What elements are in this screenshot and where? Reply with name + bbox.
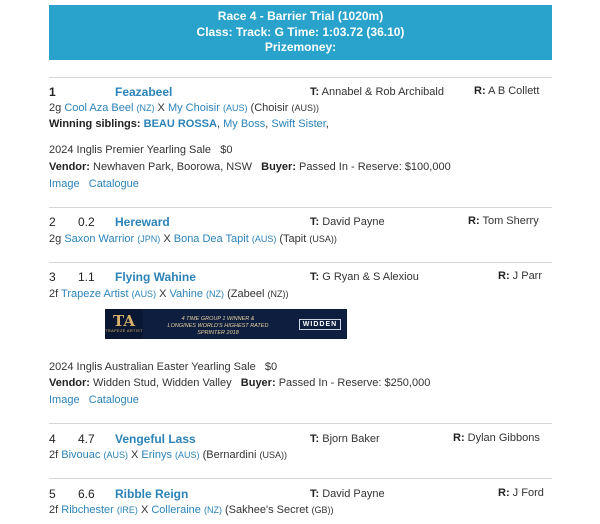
banner-tagline [143, 312, 293, 337]
trainer-info [310, 86, 444, 98]
runner-entry-5 [49, 478, 552, 524]
finish-position: 4 [49, 432, 56, 446]
horse-name-link[interactable]: Hereward [115, 215, 170, 229]
finish-position: 2 [49, 215, 56, 229]
rider-info [468, 215, 539, 227]
trainer-name: David Payne [322, 216, 385, 228]
rider-info [474, 85, 539, 97]
margin: 0.2 [78, 215, 95, 229]
image-link[interactable]: Image [49, 178, 80, 190]
banner-line: LONGINES WORLD'S HIGHEST RATED [167, 322, 269, 329]
rider-name: Tom Sherry [482, 215, 539, 227]
cross-separator: X [157, 102, 165, 114]
age-sex: 2g [49, 233, 62, 245]
margin: 6.6 [78, 487, 95, 501]
widden-logo [293, 309, 347, 339]
vendor-buyer-line [49, 161, 451, 173]
trainer-info [310, 433, 380, 445]
winning-siblings-line [49, 118, 329, 130]
horse-name-link[interactable]: Feazabeel [115, 85, 173, 99]
banner-line: 4 TIME GROUP 1 WINNER & [181, 315, 255, 322]
damsire: (Bernardini [202, 449, 257, 461]
sire-link[interactable] [61, 288, 156, 300]
damsire-country: (AUS)) [291, 103, 319, 113]
rider-name: A B Collett [488, 85, 540, 97]
buyer-label: Buyer: [261, 161, 296, 173]
dam-link[interactable] [151, 504, 222, 516]
banner-line: SPRINTER 2018 [197, 329, 239, 336]
race-header [49, 5, 552, 60]
sibling-link[interactable]: Swift Sister [271, 118, 326, 130]
horse-name-link[interactable]: Flying Wahine [115, 270, 196, 284]
damsire: (Zabeel [227, 288, 265, 300]
sire-name[interactable]: Saxon Warrior [64, 233, 135, 245]
damsire: (Sakhee's Secret [225, 504, 309, 516]
pedigree-line [49, 233, 337, 245]
pedigree-line [49, 288, 288, 300]
age-sex: 2f [49, 504, 59, 516]
logo-name: TRAPEZE ARTIST [105, 328, 143, 333]
sire-name[interactable]: Ribchester [61, 504, 114, 516]
image-link[interactable]: Image [49, 394, 80, 406]
trainer-label: T: [310, 86, 320, 98]
sire-name[interactable]: Cool Aza Beel [64, 102, 134, 114]
dam-country: (NZ) [203, 505, 222, 515]
damsire-country: (USA)) [259, 450, 287, 460]
vendor-label: Vendor: [49, 377, 90, 389]
cross-separator: X [140, 504, 149, 516]
sale-info: 2024 Inglis Australian Easter Yearling Sale $0 [49, 361, 278, 373]
rider-info [498, 270, 542, 282]
sibling-separator: , [216, 118, 221, 130]
pedigree-line [49, 449, 287, 461]
margin: 4.7 [78, 432, 95, 446]
runner-entry-3 [49, 262, 552, 423]
runner-entry-1 [49, 77, 552, 207]
pedigree-line [49, 102, 319, 114]
rider-name: J Parr [512, 270, 543, 282]
trainer-label: T: [310, 271, 320, 283]
sire-country: (IRE) [116, 505, 138, 515]
rider-name: J Ford [512, 487, 544, 499]
sire-link[interactable] [64, 102, 154, 114]
winning-siblings-label: Winning siblings: [49, 118, 141, 130]
horse-name-link[interactable]: Ribble Reign [115, 487, 189, 501]
vendor-label: Vendor: [49, 161, 90, 173]
margin: 1.1 [78, 270, 95, 284]
rider-info [498, 487, 544, 499]
buyer-name: Passed In - Reserve: $100,000 [299, 161, 451, 173]
sire-country: (NZ) [136, 103, 155, 113]
sire-link[interactable] [61, 504, 138, 516]
sire-link[interactable] [61, 449, 128, 461]
media-links [49, 178, 139, 190]
sire-country: (JPN) [137, 234, 161, 244]
trainer-name: David Payne [322, 488, 385, 500]
age-sex: 2g [49, 102, 62, 114]
rider-label: R: [474, 85, 486, 97]
trainer-info [310, 216, 385, 228]
rider-name: Dylan Gibbons [467, 432, 540, 444]
buyer-name: Passed In - Reserve: $250,000 [278, 377, 431, 389]
race-class-track-time: Class: Track: G Time: 1:03.72 (36.10) [196, 24, 405, 39]
dam-country: (AUS) [251, 234, 277, 244]
damsire: (Choisir [250, 102, 289, 114]
logo-mark: TA [113, 312, 135, 330]
damsire-country: (NZ)) [267, 289, 289, 299]
rider-label: R: [498, 270, 510, 282]
catalogue-link[interactable]: Catalogue [88, 178, 139, 190]
damsire-country: (USA)) [309, 234, 337, 244]
sale-info: 2024 Inglis Premier Yearling Sale $0 [49, 144, 233, 156]
trainer-info [310, 488, 385, 500]
dam-link[interactable] [168, 102, 248, 114]
trainer-info [310, 271, 419, 283]
trapeze-artist-logo [105, 309, 143, 339]
trainer-name: Annabel & Rob Archibald [321, 86, 444, 98]
cross-separator: X [159, 288, 167, 300]
runner-entry-4 [49, 423, 552, 478]
runner-entry-2 [49, 207, 552, 262]
finish-position: 5 [49, 487, 56, 501]
race-prizemoney: Prizemoney: [264, 40, 337, 54]
dam-name[interactable]: Vahine [169, 288, 203, 300]
trainer-name: G Ryan & S Alexiou [322, 271, 419, 283]
pedigree-line [49, 504, 334, 516]
finish-position: 1 [49, 85, 56, 99]
dam-country: (AUS) [175, 450, 200, 460]
vendor-name: Newhaven Park, Boorowa, NSW [93, 161, 252, 173]
sibling-link[interactable]: My Boss [223, 118, 266, 130]
dam-name[interactable]: Bona Dea Tapit [173, 233, 249, 245]
sire-country: (AUS) [103, 450, 128, 460]
age-sex: 2f [49, 288, 59, 300]
horse-name-link[interactable]: Vengeful Lass [115, 432, 196, 446]
trainer-label: T: [310, 433, 320, 445]
trainer-label: T: [310, 488, 320, 500]
catalogue-link[interactable]: Catalogue [88, 394, 139, 406]
sire-name[interactable]: Trapeze Artist [61, 288, 129, 300]
stud-name: WIDDEN [299, 319, 341, 330]
cross-separator: X [163, 233, 171, 245]
dam-link[interactable] [141, 449, 199, 461]
media-links [49, 394, 139, 406]
sire-promo-banner[interactable] [105, 309, 347, 339]
damsire-country: (GB)) [311, 505, 334, 515]
rider-info [453, 432, 540, 444]
damsire: (Tapit [279, 233, 307, 245]
vendor-name: Widden Stud, Widden Valley [93, 377, 232, 389]
trainer-label: T: [310, 216, 320, 228]
dam-name[interactable]: Erinys [141, 449, 172, 461]
dam-country: (NZ) [206, 289, 225, 299]
dam-name[interactable]: My Choisir [167, 102, 220, 114]
sibling-separator: , [265, 118, 269, 130]
sire-link[interactable] [64, 233, 160, 245]
sire-country: (AUS) [131, 289, 157, 299]
rider-label: R: [498, 487, 510, 499]
dam-country: (AUS) [222, 103, 248, 113]
dam-name[interactable]: Colleraine [151, 504, 201, 516]
cross-separator: X [131, 449, 139, 461]
finish-position: 3 [49, 270, 56, 284]
rider-label: R: [453, 432, 465, 444]
vendor-buyer-line [49, 377, 430, 389]
dam-link[interactable] [170, 288, 225, 300]
rider-label: R: [468, 215, 480, 227]
trainer-name: Bjorn Baker [322, 433, 380, 445]
race-title: Race 4 - Barrier Trial (1020m) [217, 9, 384, 23]
sibling-link[interactable]: BEAU ROSSA [143, 118, 217, 130]
dam-link[interactable] [174, 233, 277, 245]
buyer-label: Buyer: [240, 377, 276, 389]
sire-name[interactable]: Bivouac [61, 449, 101, 461]
age-sex: 2f [49, 449, 59, 461]
sibling-separator: , [325, 118, 329, 130]
